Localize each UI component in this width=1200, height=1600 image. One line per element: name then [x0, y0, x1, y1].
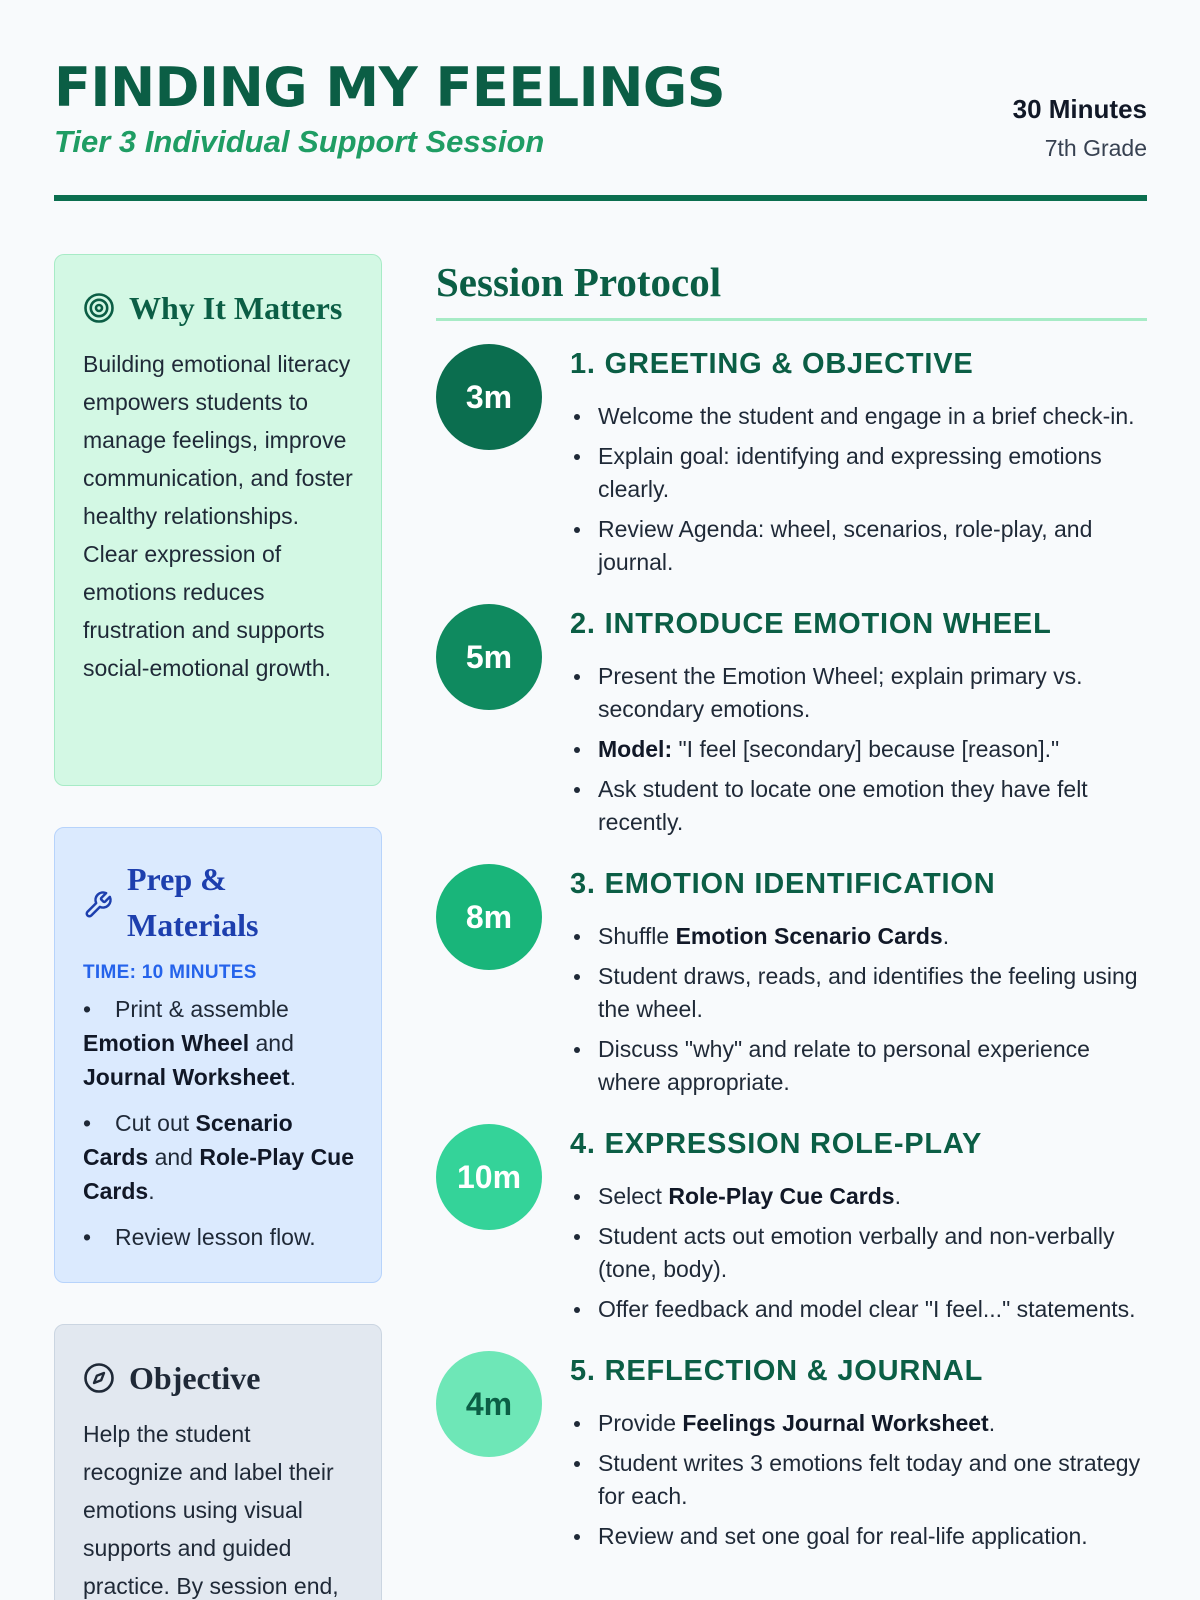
compass-icon: [83, 1362, 115, 1394]
prep-item-print: • Print & assemble Emotion Wheel and Journal Worksheet.: [83, 996, 297, 1090]
step-list: [570, 400, 1147, 586]
step-list: [570, 920, 1147, 1106]
list-item: Student acts out emotion verbally and non-verbally (tone, body).: [570, 1220, 1147, 1286]
prep-card-title: Prep & Materials: [127, 861, 259, 943]
list-item: Student writes 3 emotions felt today and one strategy for each.: [570, 1447, 1147, 1513]
prep-time-label: TIME: 10 MINUTES: [83, 962, 257, 983]
page-title: FINDING MY FEELINGS: [54, 56, 726, 119]
step-title: 3. EMOTION IDENTIFICATION: [570, 868, 996, 900]
prep-card-header: [55, 828, 381, 948]
session-meta: [1013, 94, 1147, 162]
list-item: Welcome the student and engage in a brief check-in.: [570, 400, 1147, 433]
step-time-badge: 3m: [436, 344, 542, 450]
step-list: [570, 1180, 1147, 1333]
list-item: Select Role-Play Cue Cards.: [570, 1180, 1147, 1213]
why-card-header: [55, 255, 381, 331]
prep-materials-card: [54, 827, 382, 1283]
step-time-badge: 5m: [436, 604, 542, 710]
objective-card-body: Help the student recognize and label their emotions using visual supports and guided practice. By session end,: [83, 1421, 339, 1599]
objective-card-header: [55, 1325, 381, 1401]
list-item: Provide Feelings Journal Worksheet.: [570, 1407, 1147, 1440]
page-header: [54, 56, 1147, 201]
list-item: Discuss "why" and relate to personal experience where appropriate.: [570, 1033, 1147, 1099]
step-time-badge: 8m: [436, 864, 542, 970]
why-card-title: Why It Matters: [129, 290, 343, 326]
step-title: 5. REFLECTION & JOURNAL: [570, 1355, 984, 1387]
page-subtitle: Tier 3 Individual Support Session: [54, 124, 545, 159]
prep-item-cut: • Cut out Scenario Cards and Role-Play Cue Cards.: [83, 1110, 355, 1204]
session-duration: 30 Minutes: [1012, 94, 1147, 124]
list-item: Model: "I feel [secondary] because [reason].": [570, 733, 1147, 766]
step-title: 1. GREETING & OBJECTIVE: [570, 348, 974, 380]
why-card-body: Building emotional literacy empowers students to manage feelings, improve communication, and foster healthy relationships. Clear expression of emotions reduces frustration and supports social-emotional growth.: [83, 351, 353, 681]
step-time-badge: 4m: [436, 1351, 542, 1457]
list-item: Review Agenda: wheel, scenarios, role-play, and journal.: [570, 513, 1147, 579]
list-item: Offer feedback and model clear "I feel..." statements.: [570, 1293, 1147, 1326]
step-list: [570, 660, 1147, 846]
list-item: Present the Emotion Wheel; explain primary vs. secondary emotions.: [570, 660, 1147, 726]
list-item: Ask student to locate one emotion they have felt recently.: [570, 773, 1147, 839]
list-item: Shuffle Emotion Scenario Cards.: [570, 920, 1147, 953]
step-title: 4. EXPRESSION ROLE-PLAY: [570, 1128, 983, 1160]
step-time-badge: 10m: [436, 1124, 542, 1230]
wrench-icon: [83, 890, 113, 920]
protocol-title: Session Protocol: [436, 256, 1147, 321]
target-icon: [83, 292, 115, 324]
session-grade: 7th Grade: [1044, 135, 1147, 161]
why-it-matters-card: [54, 254, 382, 786]
session-protocol: [436, 256, 1147, 1549]
step-title: 2. INTRODUCE EMOTION WHEEL: [570, 608, 1052, 640]
prep-item-review: • Review lesson flow.: [83, 1224, 316, 1250]
prep-list: [55, 984, 381, 1254]
list-item: Explain goal: identifying and expressing emotions clearly.: [570, 440, 1147, 506]
list-item: Student draws, reads, and identifies the feeling using the wheel.: [570, 960, 1147, 1026]
objective-card: [54, 1324, 382, 1600]
list-item: Review and set one goal for real-life application.: [570, 1520, 1147, 1553]
step-list: [570, 1407, 1147, 1560]
objective-card-title: Objective: [129, 1360, 261, 1396]
